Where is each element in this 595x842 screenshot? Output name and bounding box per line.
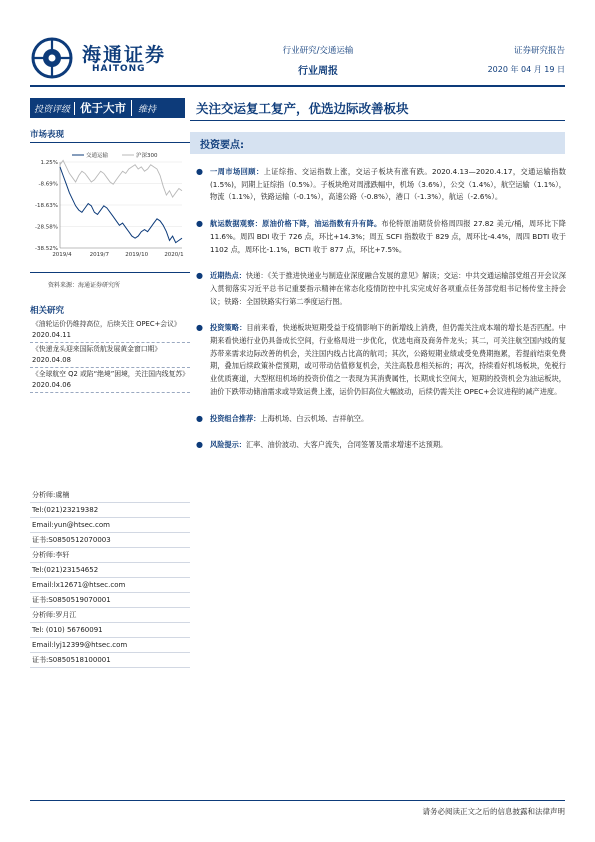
brand-name-cn: 海通证券 (82, 44, 167, 66)
key-point-item (196, 322, 566, 398)
report-category-block (248, 44, 388, 77)
rating-box (30, 98, 185, 118)
rating-label: 投资评级 (30, 102, 75, 115)
key-point-lead: 一周市场回顾： (210, 167, 264, 176)
related-list (30, 318, 190, 393)
analyst-tel: Tel:(021)23154652 (30, 563, 190, 578)
footer-disclaimer: 请务必阅读正文之后的信息披露和法律声明 (422, 807, 565, 816)
header-divider (30, 85, 565, 87)
chart-source: 资料来源：海通证券研究所 (48, 282, 121, 289)
bullet-icon: ● (196, 323, 203, 333)
chart-x-tick-label: 2019/10 (125, 252, 149, 258)
key-point-lead: 投资策略： (210, 323, 247, 333)
analyst-name: 分析师:李轩 (30, 548, 190, 563)
key-point-item (196, 270, 566, 308)
chart-x-tick-label: 2020/1 (164, 252, 184, 258)
key-points-list (196, 166, 566, 466)
key-point-body: 布伦特原油期货价格周四报 27.82 美元/桶，周环比下降 11.6%。周四 BDI 收于 726 点，环比+14.3%；周五 SCFI 指数收于 829 点，周环比-4.4%，周四 BDTI 收于 1102 点，周环比-1.1%，BCTI 收于 877 点，环比+7.5%。 (210, 219, 566, 254)
related-item[interactable]: 《全球航空 Q2 或陷“绝境”困境，关注国内线复苏》2020.04.06 (30, 368, 190, 393)
haitong-emblem-icon (30, 36, 74, 80)
chart-legend-label: 沪深300 (136, 153, 158, 159)
related-item[interactable]: 《油轮运价仍维持高位，后续关注 OPEC+会议》2020.04.11 (30, 318, 190, 343)
key-points-header (190, 132, 565, 154)
title-divider (190, 120, 565, 121)
bullet-icon: ● (196, 271, 203, 281)
key-point-lead: 航运数据观察：原油价格下降，油运指数有升有降。 (210, 219, 382, 229)
market-section-title: 市场表现 (30, 130, 65, 140)
chart-bottom-rule (30, 272, 190, 273)
related-item[interactable]: 《快递龙头迎来国际货航发展黄金窗口期》2020.04.08 (30, 343, 190, 368)
analyst-email[interactable]: Email:lyj12399@htsec.com (30, 638, 190, 653)
key-points-title: 投资要点: (200, 140, 244, 151)
chart-legend-label: 交通运输 (86, 153, 109, 159)
market-chart (30, 148, 190, 268)
brand-name-en: HAITONG (92, 64, 146, 74)
bullet-icon: ● (196, 413, 203, 423)
key-point-body: 上证综指、交运指数上涨，交运子板块有涨有跌。2020.4.13—2020.4.17，交通运输指数(1.5%)，同期上证综指（0.5%）。子板块绝对周涨跌幅中，机场（3.6%），公交（1.4%），航空运输（1.1%），物流（1.1%），铁路运输（-0.1%），高速公路（-0.8%），港口（-1.3%），航运（-2.6%）。 (210, 167, 566, 202)
key-point-body: 汇率、油价波动、大客户流失，合同签署及需求增速不达预期。 (245, 440, 448, 450)
bullet-icon: ● (196, 219, 203, 229)
key-point-item (196, 439, 566, 452)
rating-value: 优于大市 (75, 100, 132, 116)
analyst-name: 分析师:虞楠 (30, 488, 190, 503)
key-point-body: 目前来看，快递板块短期受益于疫情影响下的新增线上消费，但仍需关注成本端的增长是否匹配。中期来看快递行业仍具备成长空间，行业格局进一步优化，优选电商及商务件龙头；其二，可关注航空国内线的复苏带来需求边际改善的机会，关注国内线占比高的航司；其次，公路短期业绩或受免费期拖累，若提前结束免费期，叠加后续政策补偿预期，或可带动估值修复机会，关注高股息相关标的；再次，持续看好机场板块，免税行业优质赛道，大型枢纽机场的投资价值之一表现为其消费属性，长期成长空间大，短期的投资机会为油运板块，油价下跌带动储油需求或导致运费上涨，运价仍旧高位大幅波动，后续仍需关注 OPEC+会议进程的减产进度。 (210, 323, 566, 396)
analyst-cert: 证书:S0850512070003 (30, 533, 190, 548)
chart-y-tick-label: -8.69% (38, 181, 58, 188)
analyst-tel: Tel:(021)23219382 (30, 503, 190, 518)
key-point-item (196, 413, 566, 426)
key-point-lead: 投资组合推荐： (210, 413, 261, 423)
report-category: 行业研究/交通运输 (282, 46, 354, 56)
analyst-email[interactable]: Email:yun@htsec.com (30, 518, 190, 533)
report-title: 关注交运复工复产，优选边际改善板块 (196, 101, 409, 116)
related-section-title: 相关研究 (30, 306, 65, 316)
bullet-icon: ● (196, 167, 203, 176)
analyst-tel: Tel: (010) 56760091 (30, 623, 190, 638)
chart-y-tick-label: -18.63% (35, 203, 58, 209)
rating-change: 维持 (138, 104, 157, 115)
chart-y-tick-label: -38.52% (35, 246, 58, 252)
brand-logo (30, 36, 190, 80)
report-meta (488, 44, 565, 75)
market-chart-svg (30, 148, 190, 268)
key-point-body: 快递：《关于推进快递业与制造业深度融合发展的意见》解读；交运：中共交通运输部党组召开会议深入贯彻落实习近平总书记重要指示精神在常态化疫情防控中扎实完成好各项重点任务部党组书记杨传堂主持会议；铁路：全国铁路实行第二季度运行图。 (210, 271, 566, 306)
report-type: 行业周报 (298, 66, 338, 77)
chart-x-tick-label: 2019/4 (52, 252, 72, 258)
footer-divider (30, 800, 565, 801)
doc-type: 证券研究报告 (513, 46, 565, 56)
key-point-body: 上海机场、白云机场、吉祥航空。 (260, 413, 369, 423)
analyst-cert: 证书:S0850519070001 (30, 593, 190, 608)
key-point-item (196, 218, 566, 256)
analyst-cert: 证书:S0850518100001 (30, 653, 190, 668)
key-point-lead: 风险提示： (210, 440, 246, 450)
chart-y-tick-label: -28.58% (35, 224, 58, 231)
key-point-item (196, 166, 566, 204)
analyst-list (30, 488, 190, 668)
report-date: 2020 年 04 月 19 日 (487, 65, 565, 74)
analyst-name: 分析师:罗月江 (30, 608, 190, 623)
chart-top-rule (30, 142, 190, 143)
key-point-lead: 近期热点： (210, 271, 246, 281)
chart-y-tick-label: 1.25% (40, 160, 58, 166)
bullet-icon: ● (196, 440, 203, 450)
analyst-email[interactable]: Email:lx12671@htsec.com (30, 578, 190, 593)
chart-x-tick-label: 2019/7 (89, 252, 110, 258)
